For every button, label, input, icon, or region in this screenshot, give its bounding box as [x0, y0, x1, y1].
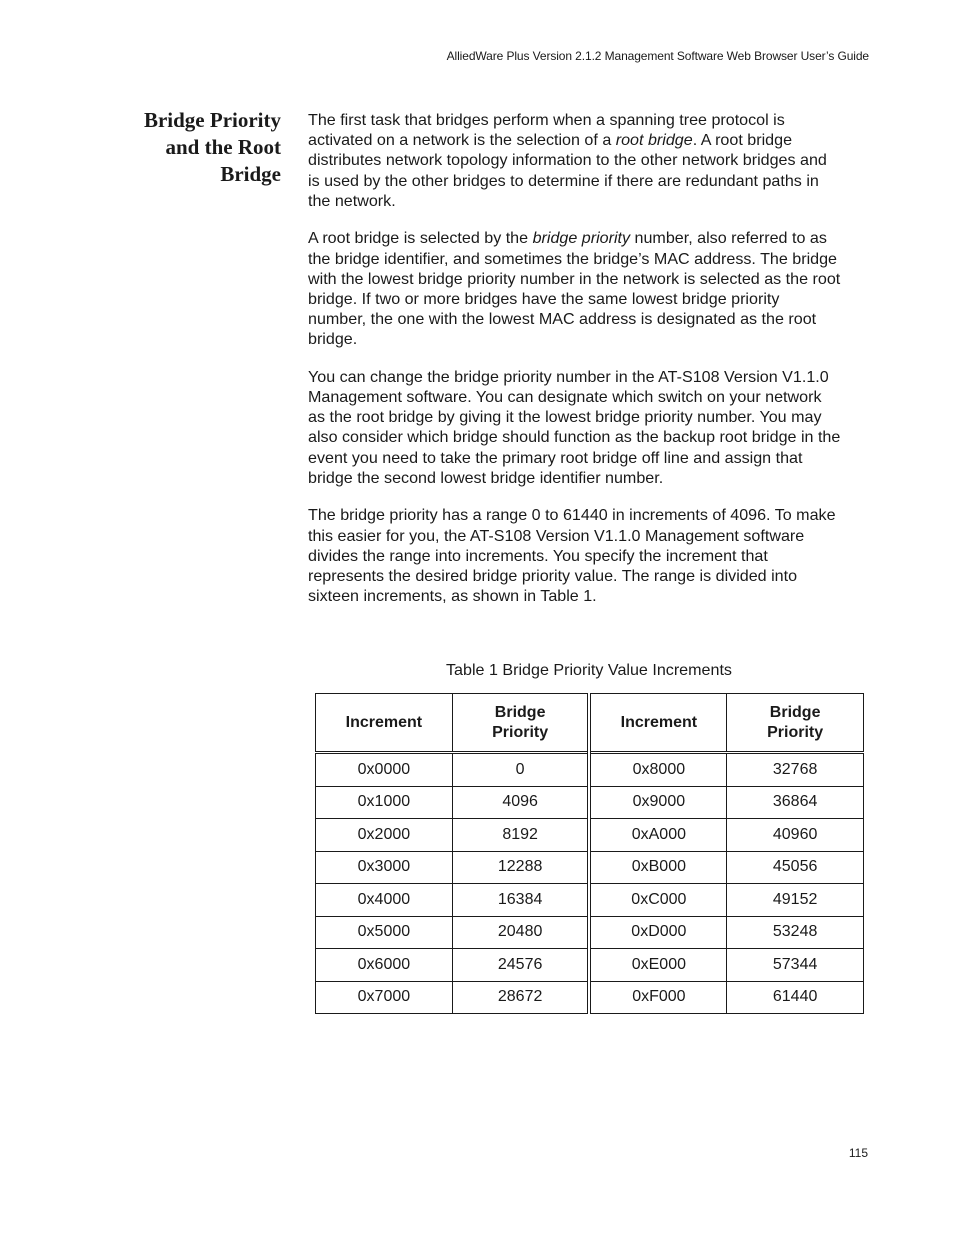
table-cell: 36864 [727, 786, 864, 819]
table-cell: 0x4000 [316, 884, 453, 917]
header-text: Priority [492, 723, 549, 741]
column-header-increment [589, 694, 726, 753]
text-line: The first task that bridges perform when a spanning tree protocol is [308, 111, 785, 129]
paragraph-root-bridge-intro [308, 110, 870, 211]
text-line: sixteen increments, as shown in Table 1. [308, 587, 597, 606]
table-cell: 0x6000 [316, 949, 453, 982]
table-cell: 49152 [727, 884, 864, 917]
section-heading-line: Bridge [220, 162, 281, 186]
text-line: the bridge identifier, and sometimes the bridge’s MAC address. The bridge [308, 249, 838, 268]
text-line: bridge. [308, 330, 358, 349]
text-line: is used by the other bridges to determine if there are redundant paths in [308, 171, 819, 190]
table-cell: 45056 [727, 851, 864, 884]
table-cell: 0 [452, 753, 589, 787]
column-header-bridge-priority [727, 694, 864, 753]
table-cell: 0xA000 [589, 819, 726, 852]
text-line: number, the one with the lowest MAC address is designated as the root [308, 310, 817, 329]
table-caption: Table 1 Bridge Priority Value Increments [446, 661, 732, 679]
running-header: AlliedWare Plus Version 2.1.2 Management Software Web Browser User’s Guide [446, 49, 869, 63]
table-cell: 40960 [727, 819, 864, 852]
table-row [316, 949, 864, 982]
table-cell: 0xE000 [589, 949, 726, 982]
paragraph-priority-range [308, 505, 870, 606]
paragraph-change-priority [308, 367, 870, 488]
header-text: Increment [620, 713, 698, 731]
table-header-row [316, 694, 864, 753]
table-cell: 53248 [727, 916, 864, 949]
text-line: also consider which bridge should function as the backup root bridge in the [308, 428, 841, 447]
text-line: Management software. You can designate which switch on your network [308, 388, 822, 407]
table-cell: 0xB000 [589, 851, 726, 884]
table-cell: 0x8000 [589, 753, 726, 787]
text-line: event you need to take the primary root bridge off line and assign that [308, 448, 803, 467]
text-line: the network. [308, 191, 396, 210]
italic-term: root bridge [615, 131, 693, 150]
table-row [316, 981, 864, 1014]
table-cell: 0xF000 [589, 981, 726, 1014]
section-heading-line: and the Root [165, 135, 281, 159]
table-cell: 24576 [452, 949, 589, 982]
text-line: as the root bridge by giving it the lowest bridge priority number. You may [308, 408, 822, 427]
header-text: Bridge [494, 703, 546, 721]
bridge-priority-table [315, 693, 864, 1014]
table-cell: 0x5000 [316, 916, 453, 949]
header-text: Priority [767, 723, 824, 741]
table-row [316, 916, 864, 949]
table-cell: 57344 [727, 949, 864, 982]
text-line [308, 228, 870, 248]
text-line [308, 130, 870, 150]
section-heading-line: Bridge Priority [143, 108, 281, 132]
table-row [316, 884, 864, 917]
text-line-italic-bridge-priority: A root bridge is selected by the bridge priority number, also referred to as [308, 229, 827, 248]
text-line: represents the desired bridge priority value. The range is divided into [308, 566, 798, 585]
header-text: Bridge [769, 703, 821, 721]
italic-term: bridge priority [532, 229, 631, 248]
table-cell: 0x3000 [316, 851, 453, 884]
table-cell: 32768 [727, 753, 864, 787]
table-row [316, 851, 864, 884]
table-cell: 20480 [452, 916, 589, 949]
column-header-increment [316, 694, 453, 753]
table-cell: 0x7000 [316, 981, 453, 1014]
table-cell: 61440 [727, 981, 864, 1014]
paragraph-root-bridge-selection [308, 228, 870, 349]
table-cell: 28672 [452, 981, 589, 1014]
table-cell: 0x2000 [316, 819, 453, 852]
text-line: You can change the bridge priority number in the AT-S108 Version V1.1.0 [308, 367, 829, 386]
table-cell: 16384 [452, 884, 589, 917]
body-text [308, 110, 870, 624]
text-line: distributes network topology information to the other network bridges and [308, 151, 827, 170]
table-row [316, 753, 864, 787]
table-row [316, 786, 864, 819]
text-line: bridge the second lowest bridge identifier number. [308, 468, 664, 487]
table-cell: 4096 [452, 786, 589, 819]
header-text: Increment [345, 713, 423, 731]
table-cell: 0x9000 [589, 786, 726, 819]
page-number: 115 [848, 1146, 868, 1160]
table-cell: 0x0000 [316, 753, 453, 787]
text-line: with the lowest bridge priority number in the network is selected as the root [308, 269, 841, 288]
section-heading [100, 107, 281, 188]
table-cell: 0xD000 [589, 916, 726, 949]
table-cell: 0xC000 [589, 884, 726, 917]
table-cell: 0x1000 [316, 786, 453, 819]
text-line-italic-root-bridge: activated on a network is the selection of a root bridge. A root bridge [308, 131, 793, 150]
table-cell: 8192 [452, 819, 589, 852]
text-line: bridge. If two or more bridges have the same lowest bridge priority [308, 289, 780, 308]
text-line: divides the range into increments. You specify the increment that [308, 546, 768, 565]
table-cell: 12288 [452, 851, 589, 884]
text-line: this easier for you, the AT-S108 Version V1.1.0 Management software [308, 526, 805, 545]
text-line: The bridge priority has a range 0 to 61440 in increments of 4096. To make [308, 506, 836, 525]
column-header-bridge-priority [452, 694, 589, 753]
table-row [316, 819, 864, 852]
